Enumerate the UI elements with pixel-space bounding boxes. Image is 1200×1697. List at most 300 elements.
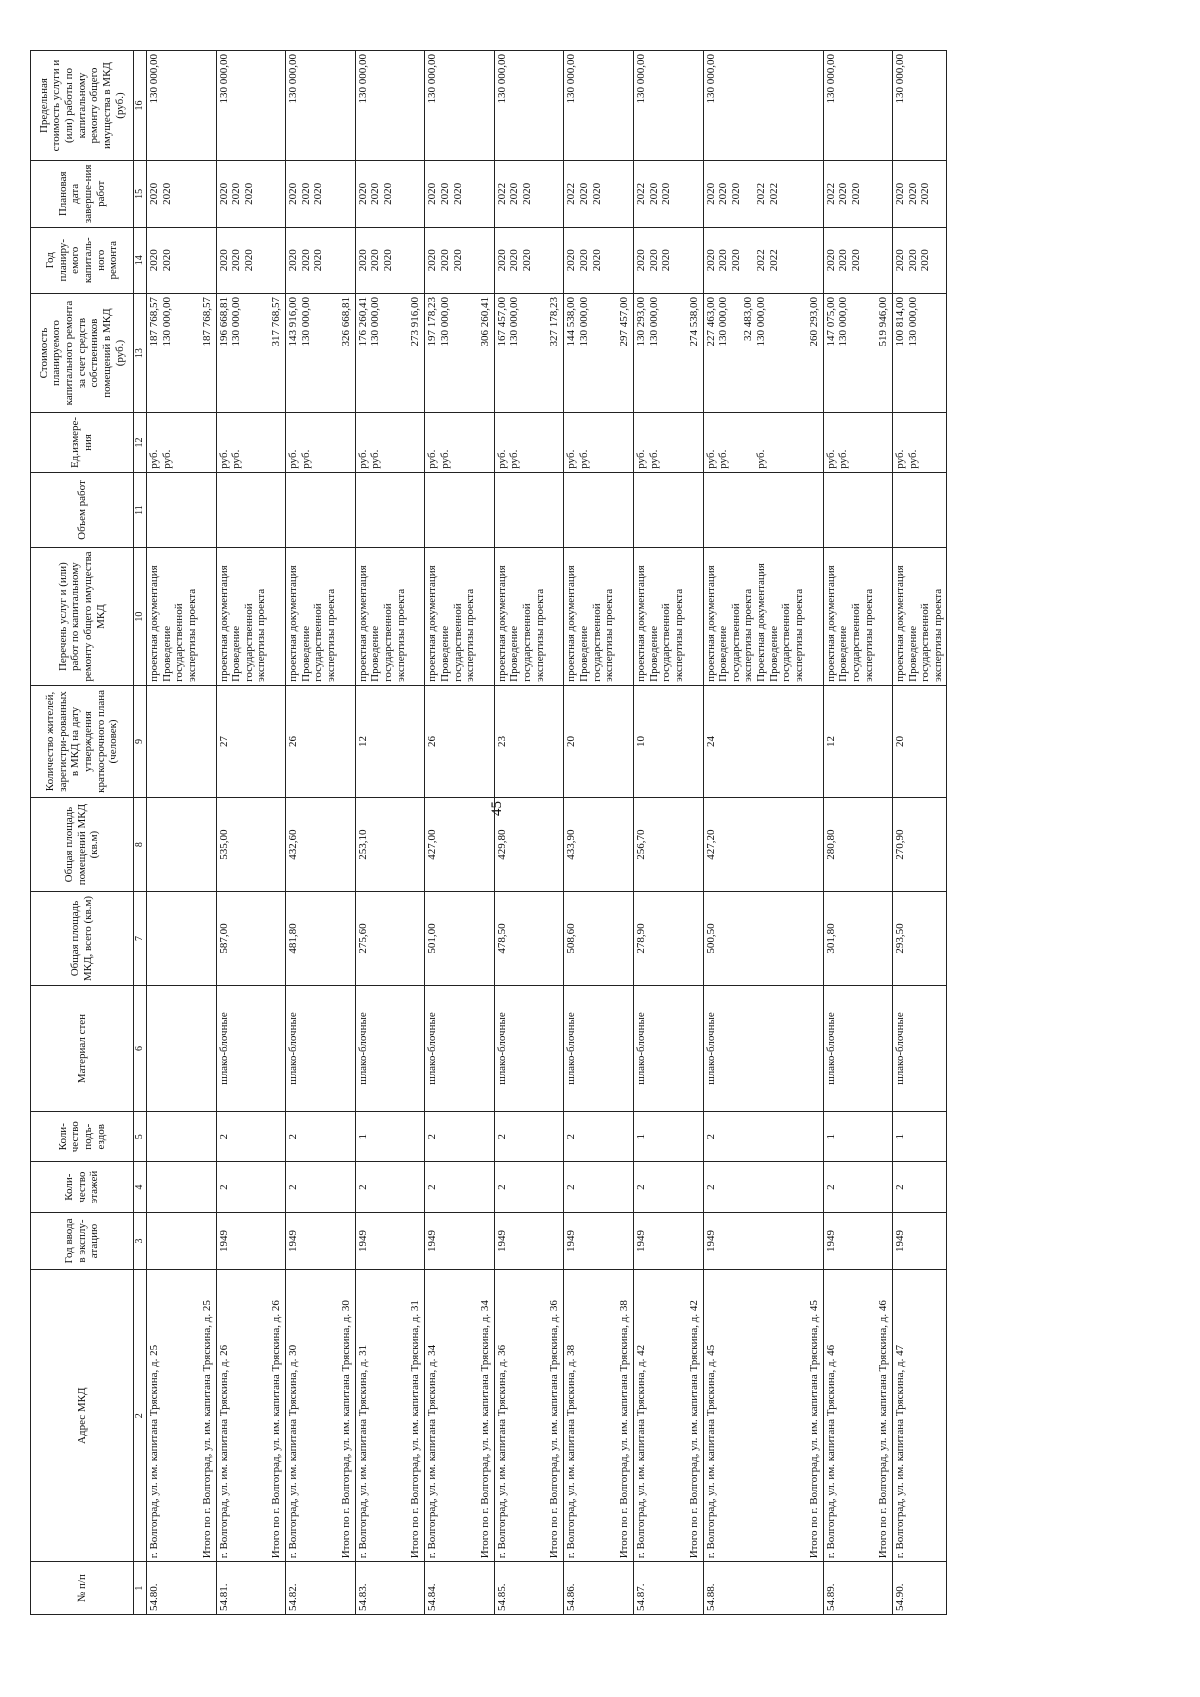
page-number: 45: [489, 801, 505, 816]
empty-cell: [617, 227, 634, 293]
cell-units: руб. руб.: [633, 413, 686, 473]
itogo-cost: 519 946,00: [876, 293, 893, 412]
empty-cell: [339, 548, 356, 685]
empty-cell: [408, 986, 425, 1112]
cell-entrances: 1: [893, 1112, 947, 1162]
cell-area_total: 278,90: [633, 892, 686, 986]
empty-cell: [200, 1162, 217, 1212]
cell-end_dates: 2020 2020 2020: [425, 161, 478, 227]
itogo-cost: 297 457,00: [617, 293, 634, 412]
empty-cell: [478, 892, 495, 986]
column-number: 12: [134, 413, 147, 473]
cell-address: г. Волгоград, ул. им. капитана Тряскина, д. 46: [823, 1270, 876, 1562]
cell-costs: 147 075,00 130 000,00: [823, 293, 876, 412]
cell-residents: 27: [216, 685, 269, 797]
cell-no: 54.85.: [494, 1562, 547, 1615]
column-header-12: Ед.измере-ния: [31, 413, 134, 473]
itogo-cost: 317 768,57: [269, 293, 286, 412]
cell-works: проектная документация Проведение государственной экспертизы проекта: [494, 548, 547, 685]
cell-material: шлако-блочные: [823, 986, 876, 1112]
cell-volume: [355, 472, 408, 548]
empty-cell: [876, 227, 893, 293]
empty-cell: [876, 798, 893, 892]
itogo-cost: 274 538,00: [687, 293, 704, 412]
empty-cell: [339, 227, 356, 293]
cell-floors: 2: [355, 1162, 408, 1212]
table-row: [823, 51, 876, 1615]
table-row: [494, 51, 547, 1615]
empty-cell: [200, 161, 217, 227]
cell-costs: 144 538,00 130 000,00: [564, 293, 617, 412]
cell-years: 2020 2020 2020: [633, 227, 686, 293]
column-number: 10: [134, 548, 147, 685]
empty-cell: [687, 227, 704, 293]
empty-cell: [408, 413, 425, 473]
cell-address: г. Волгоград, ул. им. капитана Тряскина, д. 30: [286, 1270, 339, 1562]
itogo-label: Итого по г. Волгоград, ул. им. капитана Тряскина, д. 42: [687, 1270, 704, 1562]
cell-costs: 197 178,23 130 000,00: [425, 293, 478, 412]
empty-cell: [478, 798, 495, 892]
empty-cell: [478, 413, 495, 473]
cell-limit: 130 000,00: [355, 51, 408, 161]
empty-cell: [408, 51, 425, 161]
cell-address: г. Волгоград, ул. им. капитана Тряскина, д. 31: [355, 1270, 408, 1562]
itogo-cost: 306 260,41: [478, 293, 495, 412]
cell-material: шлако-блочные: [355, 986, 408, 1112]
cell-volume: [147, 472, 200, 548]
cell-entrances: 1: [823, 1112, 876, 1162]
itogo-row: [617, 51, 634, 1615]
empty-cell: [408, 227, 425, 293]
empty-cell: [339, 892, 356, 986]
cell-entrances: 2: [703, 1112, 807, 1162]
cell-end_dates: 2020 2020: [147, 161, 200, 227]
cell-end_dates: 2022 2020 2020: [823, 161, 876, 227]
column-header-2: Адрес МКД: [31, 1270, 134, 1562]
empty-cell: [339, 1112, 356, 1162]
empty-cell: [876, 1212, 893, 1269]
empty-cell: [269, 1562, 286, 1615]
empty-cell: [478, 1212, 495, 1269]
empty-cell: [200, 413, 217, 473]
empty-cell: [408, 892, 425, 986]
itogo-label: Итого по г. Волгоград, ул. им. капитана Тряскина, д. 38: [617, 1270, 634, 1562]
cell-area_rooms: 429,80: [494, 798, 547, 892]
cell-year: 1949: [425, 1212, 478, 1269]
column-header-11: Объем работ: [31, 472, 134, 548]
column-number: 15: [134, 161, 147, 227]
empty-cell: [876, 1162, 893, 1212]
empty-cell: [408, 472, 425, 548]
cell-entrances: 1: [633, 1112, 686, 1162]
empty-cell: [547, 1212, 564, 1269]
cell-area_rooms: 433,90: [564, 798, 617, 892]
cell-limit: 130 000,00: [823, 51, 876, 161]
empty-cell: [547, 1562, 564, 1615]
column-header-16: Предельная стоимость услуги и (или) работы по капитальному ремонту общего имущества в МКД (руб.): [31, 51, 134, 161]
cell-material: шлако-блочные: [703, 986, 807, 1112]
table-body: [147, 51, 947, 1615]
empty-cell: [339, 51, 356, 161]
cell-address: г. Волгоград, ул. им. капитана Тряскина, д. 26: [216, 1270, 269, 1562]
column-number: 11: [134, 472, 147, 548]
empty-cell: [807, 1112, 824, 1162]
empty-cell: [687, 892, 704, 986]
itogo-label: Итого по г. Волгоград, ул. им. капитана Тряскина, д. 30: [339, 1270, 356, 1562]
column-number: 9: [134, 685, 147, 797]
empty-cell: [269, 161, 286, 227]
empty-cell: [876, 685, 893, 797]
empty-cell: [478, 227, 495, 293]
cell-floors: 2: [893, 1162, 947, 1212]
cell-area_rooms: 280,80: [823, 798, 876, 892]
empty-cell: [876, 548, 893, 685]
cell-volume: [425, 472, 478, 548]
empty-cell: [339, 1162, 356, 1212]
itogo-label: Итого по г. Волгоград, ул. им. капитана Тряскина, д. 25: [200, 1270, 217, 1562]
cell-units: руб. руб.: [823, 413, 876, 473]
empty-cell: [617, 413, 634, 473]
empty-cell: [617, 548, 634, 685]
cell-material: шлако-блочные: [564, 986, 617, 1112]
empty-cell: [807, 413, 824, 473]
empty-cell: [547, 51, 564, 161]
empty-cell: [617, 1562, 634, 1615]
empty-cell: [617, 1212, 634, 1269]
empty-cell: [687, 798, 704, 892]
cell-works: проектная документация Проведение государственной экспертизы проекта: [147, 548, 200, 685]
cell-works: проектная документация Проведение государственной экспертизы проекта: [355, 548, 408, 685]
column-header-14: Год планиру-емого капиталь-ного ремонта: [31, 227, 134, 293]
cell-end_dates: 2020 2020 2020 2022 2022: [703, 161, 807, 227]
empty-cell: [687, 548, 704, 685]
column-header-8: Общая площадь помещений МКД (кв.м): [31, 798, 134, 892]
cell-area_total: [147, 892, 200, 986]
cell-material: шлако-блочные: [494, 986, 547, 1112]
cell-no: 54.90.: [893, 1562, 947, 1615]
itogo-cost: 327 178,23: [547, 293, 564, 412]
table-row: [425, 51, 478, 1615]
empty-cell: [617, 798, 634, 892]
cell-end_dates: 2022 2020 2020: [564, 161, 617, 227]
empty-cell: [478, 51, 495, 161]
cell-entrances: 2: [216, 1112, 269, 1162]
column-header-13: Стоимость планируемого капитального ремонта за счет средств собственников помещений в МКД (руб.): [31, 293, 134, 412]
cell-area_rooms: 270,90: [893, 798, 947, 892]
cell-area_total: 275,60: [355, 892, 408, 986]
cell-volume: [564, 472, 617, 548]
cell-costs: 176 260,41 130 000,00: [355, 293, 408, 412]
itogo-row: [269, 51, 286, 1615]
cell-area_rooms: 256,70: [633, 798, 686, 892]
empty-cell: [617, 161, 634, 227]
empty-cell: [547, 413, 564, 473]
empty-cell: [339, 685, 356, 797]
empty-cell: [687, 413, 704, 473]
cell-years: 2020 2020 2020: [494, 227, 547, 293]
column-number: 5: [134, 1112, 147, 1162]
empty-cell: [269, 1212, 286, 1269]
empty-cell: [547, 227, 564, 293]
empty-cell: [200, 892, 217, 986]
column-number-row: [134, 51, 147, 1615]
empty-cell: [687, 1162, 704, 1212]
itogo-row: [807, 51, 824, 1615]
cell-year: 1949: [633, 1212, 686, 1269]
cell-volume: [286, 472, 339, 548]
cell-material: шлако-блочные: [633, 986, 686, 1112]
empty-cell: [408, 548, 425, 685]
empty-cell: [547, 1162, 564, 1212]
cell-year: 1949: [216, 1212, 269, 1269]
cell-entrances: 2: [286, 1112, 339, 1162]
table-row: [216, 51, 269, 1615]
empty-cell: [478, 685, 495, 797]
empty-cell: [807, 685, 824, 797]
cell-costs: 100 814,00 130 000,00: [893, 293, 947, 412]
column-header-10: Перечень услуг и (или) работ по капитальному ремонту общего имущества МКД: [31, 548, 134, 685]
cell-address: г. Волгоград, ул. им. капитана Тряскина, д. 36: [494, 1270, 547, 1562]
column-number: 1: [134, 1562, 147, 1615]
cell-residents: 10: [633, 685, 686, 797]
cell-material: [147, 986, 200, 1112]
empty-cell: [269, 986, 286, 1112]
column-number: 13: [134, 293, 147, 412]
cell-year: 1949: [703, 1212, 807, 1269]
empty-cell: [200, 685, 217, 797]
empty-cell: [617, 472, 634, 548]
empty-cell: [269, 892, 286, 986]
cell-floors: 2: [286, 1162, 339, 1212]
empty-cell: [200, 548, 217, 685]
column-header-1: № п/п: [31, 1562, 134, 1615]
empty-cell: [269, 472, 286, 548]
cell-year: 1949: [893, 1212, 947, 1269]
column-number: 7: [134, 892, 147, 986]
empty-cell: [408, 161, 425, 227]
cell-area_total: 481,80: [286, 892, 339, 986]
cell-year: [147, 1212, 200, 1269]
cell-volume: [823, 472, 876, 548]
empty-cell: [876, 161, 893, 227]
cell-years: 2020 2020 2020: [425, 227, 478, 293]
empty-cell: [269, 685, 286, 797]
cell-address: г. Волгоград, ул. им. капитана Тряскина, д. 42: [633, 1270, 686, 1562]
empty-cell: [478, 161, 495, 227]
itogo-row: [876, 51, 893, 1615]
cell-end_dates: 2020 2020 2020: [893, 161, 947, 227]
cell-no: 54.80.: [147, 1562, 200, 1615]
empty-cell: [408, 1162, 425, 1212]
empty-cell: [269, 1162, 286, 1212]
cell-costs: 196 668,81 130 000,00: [216, 293, 269, 412]
empty-cell: [687, 685, 704, 797]
cell-material: шлако-блочные: [286, 986, 339, 1112]
empty-cell: [200, 227, 217, 293]
cell-residents: 20: [564, 685, 617, 797]
cell-no: 54.86.: [564, 1562, 617, 1615]
cell-end_dates: 2022 2020 2020: [633, 161, 686, 227]
empty-cell: [807, 472, 824, 548]
cell-floors: 2: [633, 1162, 686, 1212]
cell-end_dates: 2022 2020 2020: [494, 161, 547, 227]
empty-cell: [876, 413, 893, 473]
cell-works: проектная документация Проведение государственной экспертизы проекта: [216, 548, 269, 685]
empty-cell: [200, 986, 217, 1112]
cell-units: руб. руб.: [286, 413, 339, 473]
cell-units: руб. руб.: [216, 413, 269, 473]
cell-works: проектная документация Проведение государственной экспертизы проекта: [633, 548, 686, 685]
cell-no: 54.88.: [703, 1562, 807, 1615]
cell-volume: [494, 472, 547, 548]
table-row: [703, 51, 807, 1615]
cell-address: г. Волгоград, ул. им. капитана Тряскина, д. 45: [703, 1270, 807, 1562]
empty-cell: [339, 472, 356, 548]
empty-cell: [876, 51, 893, 161]
cell-units: руб. руб.: [355, 413, 408, 473]
cell-end_dates: 2020 2020 2020: [286, 161, 339, 227]
cell-floors: 2: [425, 1162, 478, 1212]
column-number: 2: [134, 1270, 147, 1562]
cell-volume: [703, 472, 807, 548]
column-number: 8: [134, 798, 147, 892]
itogo-label: Итого по г. Волгоград, ул. им. капитана Тряскина, д. 45: [807, 1270, 824, 1562]
cell-years: 2020 2020 2020: [564, 227, 617, 293]
cell-year: 1949: [355, 1212, 408, 1269]
cell-entrances: [147, 1112, 200, 1162]
cell-limit: 130 000,00: [633, 51, 686, 161]
column-number: 16: [134, 51, 147, 161]
cell-area_total: 501,00: [425, 892, 478, 986]
empty-cell: [408, 798, 425, 892]
empty-cell: [807, 798, 824, 892]
empty-cell: [617, 1112, 634, 1162]
itogo-row: [408, 51, 425, 1615]
cell-costs: 143 916,00 130 000,00: [286, 293, 339, 412]
table-row: [633, 51, 686, 1615]
empty-cell: [876, 1112, 893, 1162]
empty-cell: [200, 472, 217, 548]
cell-area_total: 293,50: [893, 892, 947, 986]
cell-year: 1949: [823, 1212, 876, 1269]
cell-works: проектная документация Проведение государственной экспертизы проекта: [893, 548, 947, 685]
empty-cell: [339, 413, 356, 473]
empty-cell: [807, 548, 824, 685]
column-number: 4: [134, 1162, 147, 1212]
empty-cell: [547, 1112, 564, 1162]
cell-years: 2020 2020 2020 2022 2022: [703, 227, 807, 293]
empty-cell: [339, 161, 356, 227]
empty-cell: [408, 1112, 425, 1162]
empty-cell: [408, 1212, 425, 1269]
cell-area_rooms: 432,60: [286, 798, 339, 892]
cell-address: г. Волгоград, ул. им. капитана Тряскина, д. 34: [425, 1270, 478, 1562]
empty-cell: [807, 227, 824, 293]
cell-volume: [633, 472, 686, 548]
empty-cell: [687, 1112, 704, 1162]
cell-entrances: 2: [425, 1112, 478, 1162]
empty-cell: [617, 986, 634, 1112]
empty-cell: [617, 892, 634, 986]
itogo-label: Итого по г. Волгоград, ул. им. капитана Тряскина, д. 31: [408, 1270, 425, 1562]
empty-cell: [547, 986, 564, 1112]
empty-cell: [687, 51, 704, 161]
itogo-row: [687, 51, 704, 1615]
empty-cell: [807, 51, 824, 161]
cell-residents: [147, 685, 200, 797]
empty-cell: [547, 685, 564, 797]
empty-cell: [617, 51, 634, 161]
itogo-row: [547, 51, 564, 1615]
column-header-3: Год ввода в эксплу-атацию: [31, 1212, 134, 1269]
cell-limit: 130 000,00: [286, 51, 339, 161]
table-row: [147, 51, 200, 1615]
empty-cell: [547, 892, 564, 986]
cell-end_dates: 2020 2020 2020: [355, 161, 408, 227]
cell-area_total: 587,00: [216, 892, 269, 986]
empty-cell: [200, 1112, 217, 1162]
empty-cell: [807, 892, 824, 986]
itogo-label: Итого по г. Волгоград, ул. им. капитана Тряскина, д. 46: [876, 1270, 893, 1562]
itogo-label: Итого по г. Волгоград, ул. им. капитана Тряскина, д. 34: [478, 1270, 495, 1562]
cell-floors: 2: [703, 1162, 807, 1212]
cell-works: проектная документация Проведение государственной экспертизы проекта: [286, 548, 339, 685]
empty-cell: [339, 1212, 356, 1269]
cell-residents: 26: [286, 685, 339, 797]
cell-no: 54.84.: [425, 1562, 478, 1615]
empty-cell: [547, 472, 564, 548]
cell-years: 2020 2020 2020: [893, 227, 947, 293]
empty-cell: [617, 1162, 634, 1212]
cell-no: 54.89.: [823, 1562, 876, 1615]
empty-cell: [876, 472, 893, 548]
cell-residents: 12: [355, 685, 408, 797]
cell-end_dates: 2020 2020 2020: [216, 161, 269, 227]
empty-cell: [269, 51, 286, 161]
cell-entrances: 1: [355, 1112, 408, 1162]
itogo-label: Итого по г. Волгоград, ул. им. капитана Тряскина, д. 36: [547, 1270, 564, 1562]
itogo-cost: 260 293,00: [807, 293, 824, 412]
column-header-5: Коли-чество подъ-ездов: [31, 1112, 134, 1162]
cell-material: шлако-блочные: [216, 986, 269, 1112]
cell-limit: 130 000,00: [147, 51, 200, 161]
cell-address: г. Волгоград, ул. им. капитана Тряскина, д. 47: [893, 1270, 947, 1562]
cost-value: 130 000,00: [160, 296, 173, 347]
cell-address: г. Волгоград, ул. им. капитана Тряскина, д. 38: [564, 1270, 617, 1562]
empty-cell: [876, 1562, 893, 1615]
empty-cell: [617, 685, 634, 797]
cell-area_rooms: 253,10: [355, 798, 408, 892]
cell-units: руб. руб.: [494, 413, 547, 473]
repair-plan-sheet: [30, 50, 1135, 1615]
cell-year: 1949: [494, 1212, 547, 1269]
cell-works: проектная документация Проведение государственной экспертизы проекта: [425, 548, 478, 685]
cell-entrances: 2: [494, 1112, 547, 1162]
empty-cell: [687, 1212, 704, 1269]
empty-cell: [687, 161, 704, 227]
column-number: 6: [134, 986, 147, 1112]
cell-units: руб. руб. руб.: [703, 413, 807, 473]
empty-cell: [200, 51, 217, 161]
cell-residents: 24: [703, 685, 807, 797]
column-header-15: Плановая дата заверше-ния работ: [31, 161, 134, 227]
itogo-cost: 273 916,00: [408, 293, 425, 412]
empty-cell: [339, 1562, 356, 1615]
repair-plan-table: [30, 50, 947, 1615]
cell-floors: 2: [494, 1162, 547, 1212]
cell-costs: 167 457,00 130 000,00: [494, 293, 547, 412]
cell-residents: 23: [494, 685, 547, 797]
